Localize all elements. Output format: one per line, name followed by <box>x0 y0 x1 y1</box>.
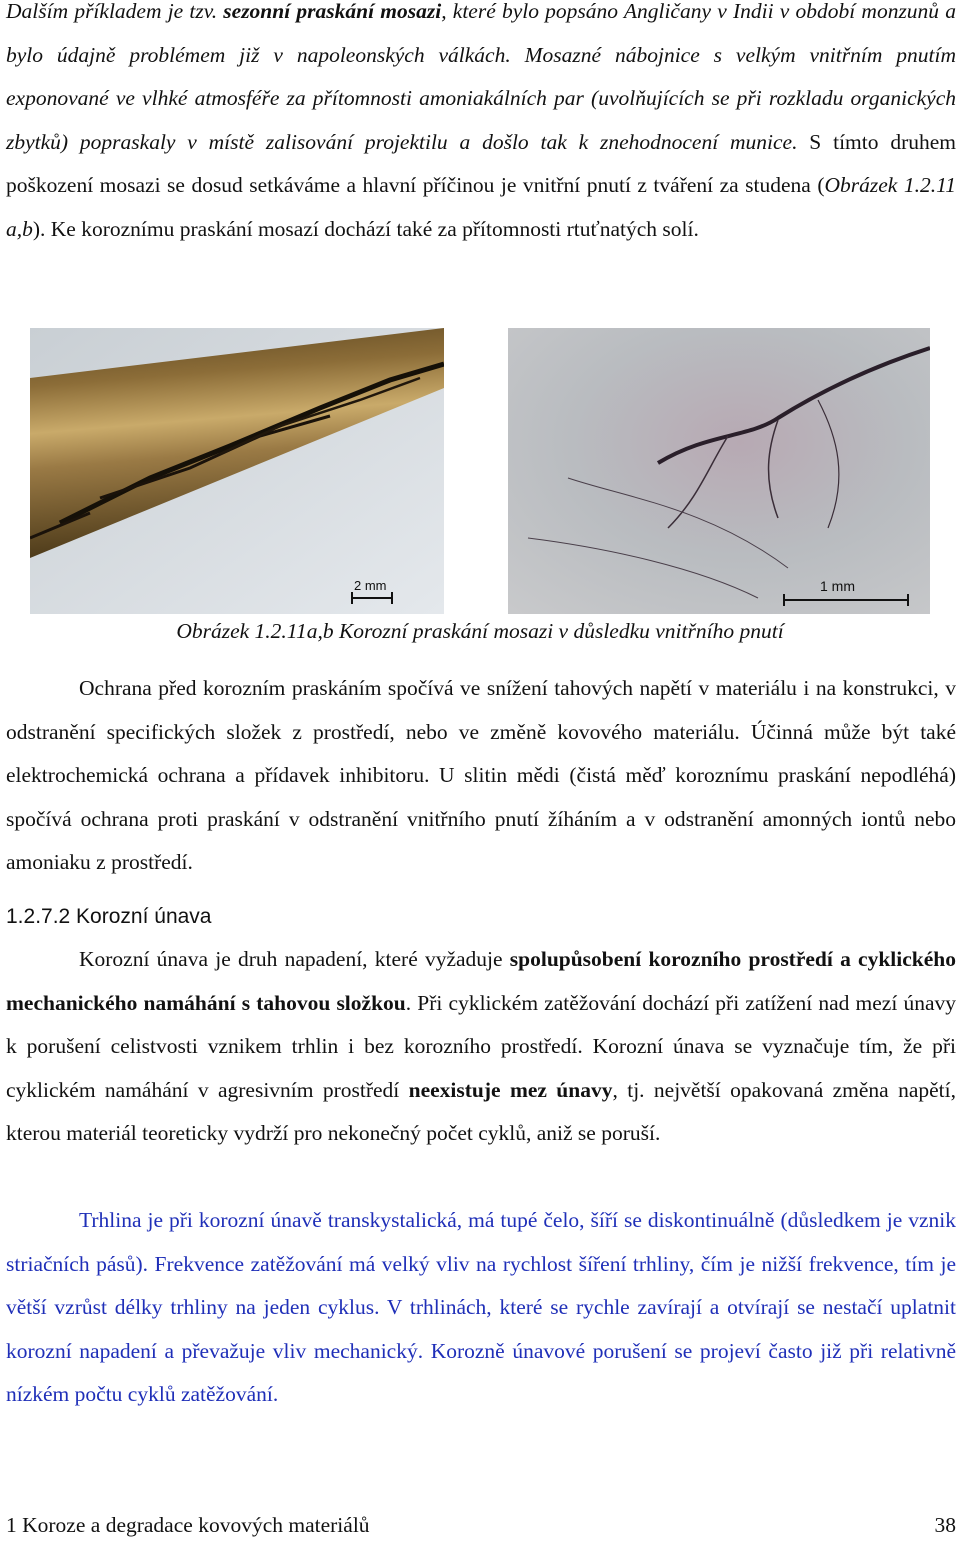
fatigue-text-2: . Při cyklickém zatěžování dochází při zatížení nad mezí únavy k porušení celistvosti vznikem trhlin i bez korozního prostředí. Korozní únava se vyznačuje tím, že při cyklickém namáhání v agresivním prostředí <box>6 990 956 1102</box>
fatigue-bold-1: spolupůsobení korozního prostředí a cyklického mechanického namáhání s tahovou složkou <box>6 947 956 1015</box>
paragraph-fatigue <box>6 938 956 1156</box>
figure-b-crack-surface <box>508 328 930 614</box>
paragraph-intro <box>6 0 956 252</box>
intro-text-2: , které bylo popsáno Angličany v Indii v období monzunů a bylo údajně problémem již v napoleonských válkách. Mosazné nábojnice s velkým vnitřním pnutím exponované ve vlhké atmosféře za přítomnosti amoniakálních par (uvolňujících se při rozkladu organických zbytků) popraskaly v místě zalisování projektilu a došlo tak k znehodnocení munice. <box>6 0 957 154</box>
fatigue-text-1: Korozní únava je druh napadení, které vyžaduje <box>79 947 510 971</box>
fatigue-bold-2: neexistuje mez únavy <box>408 1077 613 1102</box>
paragraph-crack: Trhlina je při korozní únavě transkystalická, má tupé čelo, šíří se diskontinuálně (důsledkem je vznik striačních pásů). Frekvence zatěžování má velký vliv na rychlost šíření trhliny, čím je nižší frekvence, tím je větší vzrůst délky trhliny na jeden cyklus. V trhlinách, které se rychle zavírají a otvírají se nestačí uplatnit korozní napadení a převažuje vliv mechanický. Korozně únavové porušení se projeví často již při relativně nízkém počtu cyklů zatěžování. <box>6 1208 956 1407</box>
page-number: 38 <box>934 1513 956 1537</box>
paragraph-protection: Ochrana před korozním praskáním spočívá ve snížení tahových napětí v materiálu i na konstrukci, v odstranění specifických složek z prostředí, nebo ve změně kovového materiálu. Účinná může být také elektrochemická ochrana a přídavek inhibitoru. U slitin mědi (čistá měď koroznímu praskání nepodléhá) spočívá ochrana proti praskání v odstranění vnitřního pnutí žíháním a v odstranění amonných iontů nebo amoniaku z prostředí. <box>6 676 956 875</box>
figure-group <box>30 328 930 616</box>
figure-reference: Obrázek 1.2.11 a,b <box>6 173 956 241</box>
intro-text-3: S tímto druhem poškození mosazi se dosud setkáváme a hlavní příčinou je vnitřní pnutí z tváření za studena ( <box>6 129 956 198</box>
figure-caption: Obrázek 1.2.11a,b Korozní praskání mosazi v důsledku vnitřního pnutí <box>176 619 784 643</box>
intro-text-4: ). Ke koroznímu praskání mosazí dochází také za přítomnosti rtuťnatých solí. <box>32 216 699 241</box>
fatigue-text-3: , tj. největší opakovaná změna napětí, kterou materiál teoreticky vydrží pro nekonečný počet cyklů, aniž se poruší. <box>6 1077 956 1146</box>
figure-a-brass-tube <box>30 328 444 614</box>
page-footer <box>6 1508 956 1542</box>
scale-label-a: 2 mm <box>354 578 387 593</box>
footer-title: 1 Koroze a degradace kovových materiálů <box>6 1513 370 1537</box>
scale-label-b: 1 mm <box>820 578 855 594</box>
section-heading: 1.2.7.2 Korozní únava <box>6 905 212 928</box>
term-bold: sezonní praskání mosazi <box>223 0 442 23</box>
intro-text: Dalším příkladem je tzv. <box>6 0 224 23</box>
